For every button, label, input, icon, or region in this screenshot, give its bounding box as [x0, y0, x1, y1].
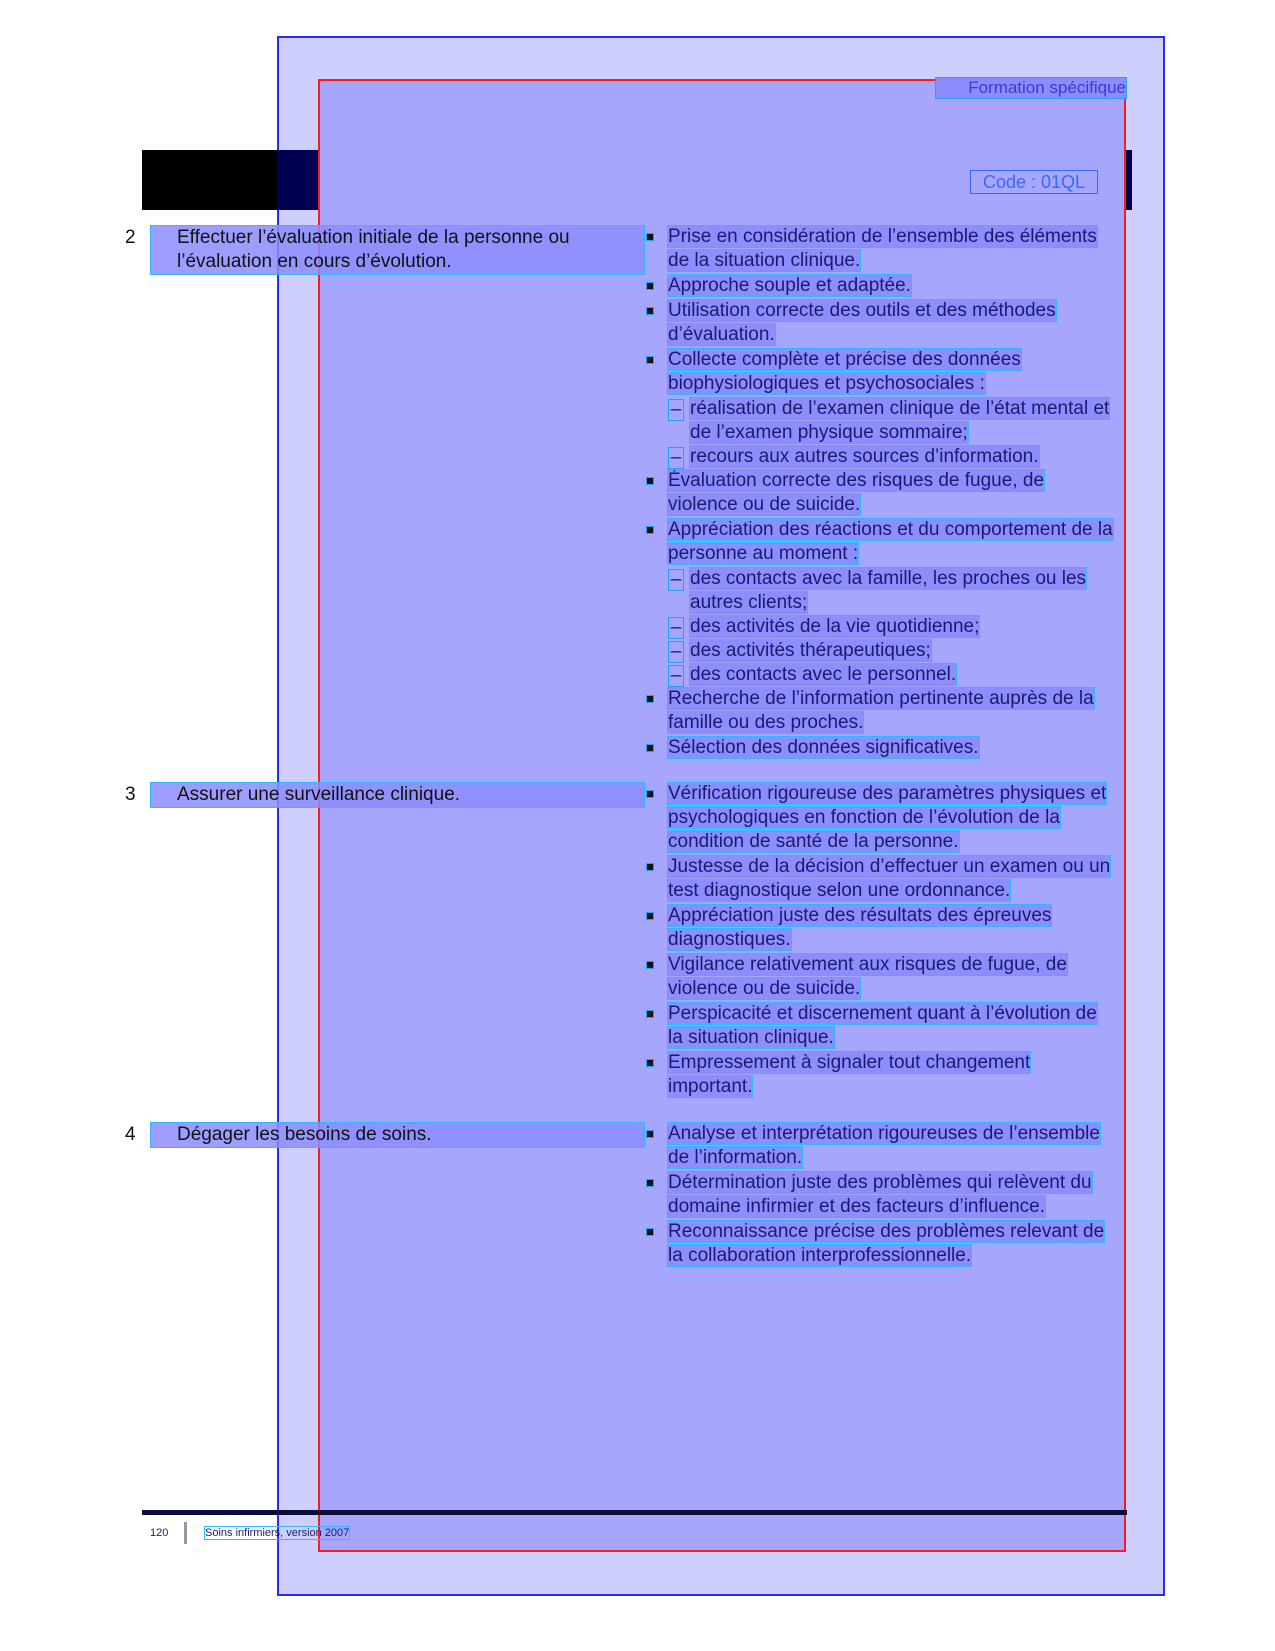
sub-criterion-item	[646, 615, 1116, 639]
criteria-list	[646, 225, 1116, 761]
section-heading	[125, 782, 645, 808]
criterion-item	[646, 1002, 1116, 1050]
bullet-icon	[646, 526, 654, 534]
sub-criterion-text: des contacts avec le personnel.	[690, 664, 957, 685]
sub-criterion-text: recours aux autres sources d’information.	[690, 446, 1039, 467]
bullet-icon	[646, 1130, 654, 1138]
footer-separator	[184, 1522, 187, 1544]
page-number: 120	[150, 1526, 169, 1539]
criterion-text: Appréciation juste des résultats des épreuves diagnostiques.	[668, 905, 1052, 950]
criterion-text: Utilisation correcte des outils et des méthodes d’évaluation.	[668, 300, 1056, 345]
bullet-icon	[646, 863, 654, 871]
bullet-icon	[646, 233, 654, 241]
dash-icon: –	[668, 641, 684, 663]
criterion-item	[646, 348, 1116, 396]
criterion-item	[646, 687, 1116, 735]
section-title: Effectuer l’évaluation initiale de la personne ou l’évaluation en cours d’évolution.	[177, 227, 570, 272]
criterion-text: Empressement à signaler tout changement important.	[668, 1052, 1031, 1097]
criterion-text: Appréciation des réactions et du comportement de la personne au moment :	[668, 519, 1113, 564]
code-label: Code : 01QL	[970, 170, 1098, 194]
bullet-icon	[646, 744, 654, 752]
bullet-icon	[646, 790, 654, 798]
criterion-text: Détermination juste des problèmes qui relèvent du domaine infirmier et des facteurs d’influence.	[668, 1172, 1092, 1217]
criterion-text: Prise en considération de l’ensemble des éléments de la situation clinique.	[668, 226, 1097, 271]
criterion-item	[646, 1122, 1116, 1170]
section-heading	[125, 225, 645, 275]
footer-label: Soins infirmiers, version 2007	[205, 1526, 350, 1539]
section-number: 4	[125, 1124, 136, 1145]
section-title-block	[125, 225, 645, 275]
bullet-icon	[646, 307, 654, 315]
section-number: 2	[125, 227, 136, 248]
dash-icon: –	[668, 665, 684, 687]
criterion-text: Évaluation correcte des risques de fugue, de violence ou de suicide.	[668, 470, 1045, 515]
page-footer	[150, 1522, 349, 1540]
bullet-icon	[646, 1179, 654, 1187]
criterion-item	[646, 736, 1116, 760]
bullet-icon	[646, 1228, 654, 1236]
section-heading	[125, 1122, 645, 1148]
criterion-item	[646, 1051, 1116, 1099]
section-title: Dégager les besoins de soins.	[177, 1124, 432, 1145]
sub-criterion-text: réalisation de l’examen clinique de l’état mental et de l’examen physique sommaire;	[690, 398, 1110, 443]
bullet-icon	[646, 282, 654, 290]
bullet-icon	[646, 912, 654, 920]
bullet-icon	[646, 477, 654, 485]
criterion-item	[646, 855, 1116, 903]
criterion-item	[646, 274, 1116, 298]
criterion-text: Vérification rigoureuse des paramètres physiques et psychologiques en fonction de l’évolution de la condition de santé de la personne.	[668, 783, 1107, 852]
criterion-item	[646, 904, 1116, 952]
criterion-text: Collecte complète et précise des données biophysiologiques et psychosociales :	[668, 349, 1021, 394]
section-title: Assurer une surveillance clinique.	[177, 784, 461, 805]
criterion-text: Recherche de l’information pertinente auprès de la famille ou des proches.	[668, 688, 1094, 733]
section-number: 3	[125, 784, 136, 805]
sub-criterion-text: des activités de la vie quotidienne;	[690, 616, 980, 637]
sub-criterion-item	[646, 663, 1116, 687]
dash-icon: –	[668, 569, 684, 591]
bullet-icon	[646, 961, 654, 969]
bullet-icon	[646, 1059, 654, 1067]
sub-criterion-text: des activités thérapeutiques;	[690, 640, 931, 661]
criterion-text: Perspicacité et discernement quant à l’évolution de la situation clinique.	[668, 1003, 1097, 1048]
section-title-block	[125, 1122, 645, 1148]
criteria-list	[646, 1122, 1116, 1269]
dash-icon: –	[668, 617, 684, 639]
criterion-item	[646, 1220, 1116, 1268]
criterion-item	[646, 1171, 1116, 1219]
bullet-icon	[646, 356, 654, 364]
criterion-item	[646, 782, 1116, 854]
criterion-text: Approche souple et adaptée.	[668, 275, 911, 296]
sub-criterion-item	[646, 445, 1116, 469]
criterion-text: Reconnaissance précise des problèmes relevant de la collaboration interprofessionnelle.	[668, 1221, 1105, 1266]
sub-criterion-item	[646, 639, 1116, 663]
sub-criterion-text: des contacts avec la famille, les proches ou les autres clients;	[690, 568, 1087, 613]
footer-rule	[142, 1510, 1127, 1515]
dash-icon: –	[668, 399, 684, 421]
bullet-icon	[646, 695, 654, 703]
criterion-text: Vigilance relativement aux risques de fugue, de violence ou de suicide.	[668, 954, 1067, 999]
criterion-text: Sélection des données significatives.	[668, 737, 979, 758]
doc-title: Formation spécifique	[935, 77, 1127, 99]
criterion-text: Justesse de la décision d’effectuer un examen ou un test diagnostique selon une ordonnance.	[668, 856, 1111, 901]
criterion-item	[646, 469, 1116, 517]
criterion-item	[646, 225, 1116, 273]
criteria-list	[646, 782, 1116, 1100]
criterion-item	[646, 953, 1116, 1001]
criterion-text: Analyse et interprétation rigoureuses de l’ensemble de l’information.	[668, 1123, 1100, 1168]
bullet-icon	[646, 1010, 654, 1018]
criterion-item	[646, 299, 1116, 347]
criterion-item	[646, 518, 1116, 566]
dash-icon: –	[668, 447, 684, 469]
sub-criterion-item	[646, 567, 1116, 615]
section-title-block	[125, 782, 645, 808]
sub-criterion-item	[646, 397, 1116, 445]
